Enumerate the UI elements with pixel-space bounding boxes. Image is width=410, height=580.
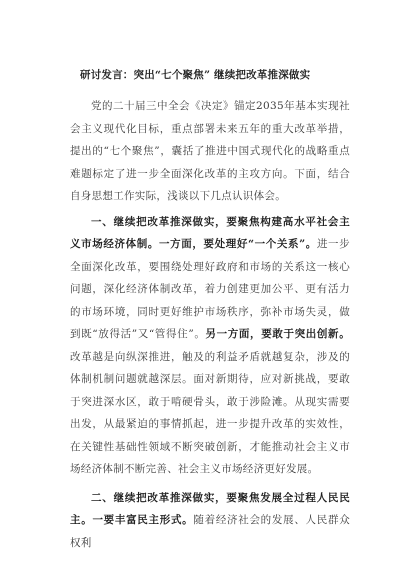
- intro-paragraph: 党的二十届三中全会《决定》锚定2035年基本实现社会主义现代化目标，重点部署未来五年的重大改革举措，提出的“七个聚焦”，囊括了推进中国式现代化的战略重点难题标定了进一步全面深化改革的主攻方向。下面，结合自身思想工作实际，浅谈以下几点认识体会。: [70, 100, 350, 202]
- section-2-heading: 二、继续把改革推深做实，要聚焦发展全过程人民民主。: [70, 491, 350, 526]
- section-2-point-1-label: 一要丰富民主形式。: [92, 514, 194, 526]
- section-1-point-2-text: 改革越是向纵深推进，触及的利益矛盾就越复杂，涉及的体制机制问题就越深层。面对新期待，应对新挑战，要敢于突进深水区，敢于啃硬骨头，敢于涉险滩。从现实需要出发，从最紧迫的事情抓起，进一步提升改革的实效性，在关键性基础性领域不断突破创新，才能推动社会主义市场经济体制不断完善、社会主义市场经济更好发展。: [70, 350, 350, 475]
- document-title: 研讨发言：突出“七个聚焦” 继续把改革推深做实: [80, 69, 311, 81]
- section-2-paragraph: [70, 487, 350, 555]
- section-1-paragraph: [70, 211, 350, 481]
- section-1-heading: 一、继续把改革推深做实，要聚焦构建高水平社会主义市场经济体制。: [70, 215, 350, 250]
- section-2-point-1-text: 随着经济社会的发展、人民群众权利: [70, 514, 350, 549]
- section-1-point-1-label: 一方面，要处理好“一个关系”。: [159, 238, 317, 250]
- section-1-point-1-text: 进一步全面深化改革，要围绕处理好政府和市场的关系这一核心问题，深化经济体制改革，着力创建更加公平、更有活力的市场环境，同时更好维护市场秩序，弥补市场失灵，做到既“放得活”又“管得住”。: [70, 238, 350, 340]
- section-1-point-2-label: 另一方面，要敢于突出创新。: [205, 328, 351, 340]
